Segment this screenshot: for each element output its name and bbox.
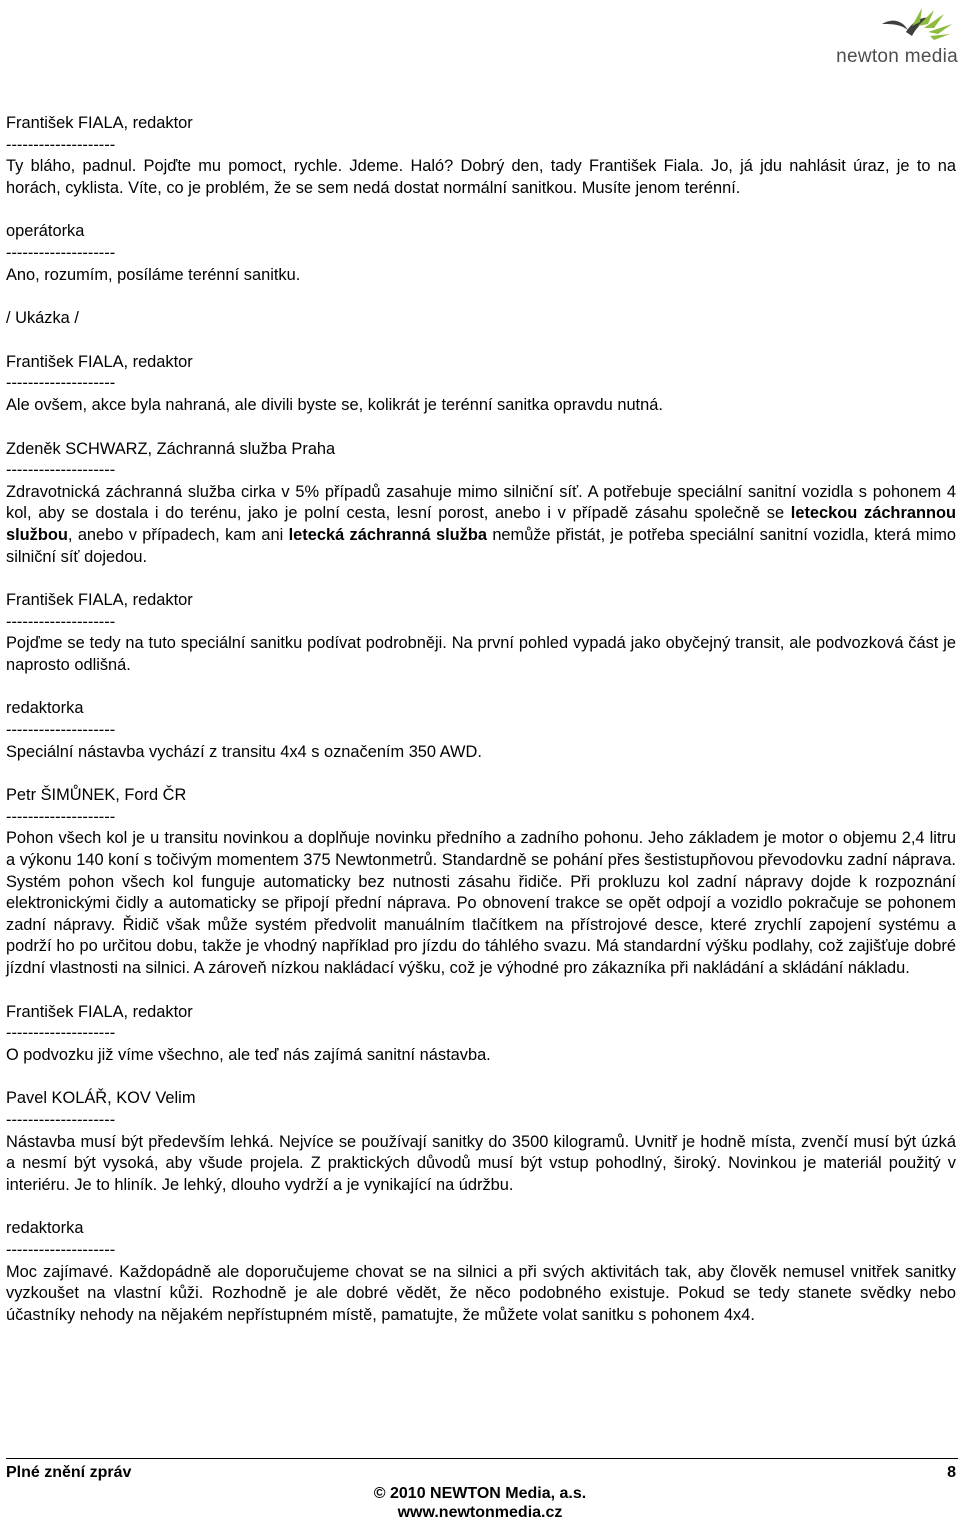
- transcript-block: [6, 1218, 956, 1326]
- highlighted-term: letecká záchranná služba: [288, 525, 487, 544]
- footer-title: Plné znění zpráv: [6, 1464, 132, 1481]
- separator-line: --------------------: [6, 721, 116, 740]
- separator-line: --------------------: [6, 612, 116, 631]
- text-segment: Nástavba musí být především lehká. Nejvíce se používají sanitky do 3500 kilogramů. Uvnitř je hodně místa, zvenčí musí být úzká a nesmí být vysoká, aby všude projela. Z praktických důvodů musí být vstup pohodlný, široký. Novinkou je materiál použitý v interiéru. Je to hliník. Je lehký, dlouho vydrží a je vynikající na údržbu.: [6, 1132, 956, 1194]
- speaker-name: redaktorka: [6, 699, 84, 718]
- statement-text: [6, 828, 956, 979]
- text-segment: Pojďme se tedy na tuto speciální sanitku podívat podrobněji. Na první pohled vypadá jako obyčejný transit, ale podvozková část je naprosto odlišná.: [6, 634, 956, 674]
- speaker-name: redaktorka: [6, 1219, 84, 1238]
- transcript-block: [6, 352, 956, 417]
- separator-line: --------------------: [6, 1110, 116, 1129]
- statement-text: [6, 1262, 956, 1327]
- footer-url[interactable]: www.newtonmedia.cz: [397, 1504, 563, 1521]
- transcript-block: [6, 308, 956, 330]
- statement-text: [6, 482, 956, 568]
- page-number: 8: [947, 1464, 956, 1481]
- transcript-block: [6, 439, 956, 569]
- text-segment: nemůže přistát, je potřeba speciální sanitní vozidla, která mimo silniční síť dojedou.: [6, 525, 956, 566]
- transcript: [6, 113, 956, 1348]
- speaker-name: František FIALA, redaktor: [6, 114, 193, 132]
- separator-line: --------------------: [6, 1024, 116, 1043]
- text-segment: Zdravotnická záchranná služba cirka v 5% případů zasahuje mimo silniční síť. A potřebuje speciální sanitní vozidla s pohonem 4 kol, aby se dostala i do terénu, jako je polní cesta, lesní porost, anebo i v případě zásahu společně se: [6, 482, 956, 523]
- speaker-name: operátorka: [6, 222, 85, 241]
- logo-text: newton media: [836, 46, 958, 67]
- speaker-name: František FIALA, redaktor: [6, 1002, 193, 1021]
- statement-text: [6, 1132, 956, 1197]
- transcript-block: [6, 113, 956, 199]
- text-segment: Pohon všech kol je u transitu novinkou a doplňuje novinku předního a zadního pohonu. Jeho základem je motor o objemu 2,4 litru a výkonu 140 koní s točivým momentem 375 Newtonmetrů. Standardně se pohání přes šestistupňovou převodovku zadní náprava. Systém pohon všech kol funguje automaticky bez nutnosti zásahu řidiče. Při prokluzu kol zadní nápravy dojde k rozpoznání elektronickými čidly a automaticky se připojí přední náprava. Po obnovení trakce se opět odpojí a vozidlo pokračuje se pohonem zadní nápravy. Řidič však může systém předvolit manuálním tlačítkem na přístrojové desce, které zrychlí zapojení systému a podrží ho po určitou dobu, takže je vhodný například pro jízdu do táhlého svazu. Má standardní výšku podlahy, což zajišťuje dobré jízdní vlastnosti na silnici. A zároveň nízkou nakládací výšku, což je výhodné pro zákazníka při nakládání a skládání nákladu.: [6, 829, 956, 977]
- transcript-block: [6, 1002, 956, 1067]
- text-segment: Ale ovšem, akce byla nahraná, ale divili byste se, kolikrát je terénní sanitka opravdu nutná.: [6, 395, 663, 414]
- separator-line: --------------------: [6, 1240, 116, 1259]
- footer-divider: [6, 1458, 958, 1459]
- bird-logo-icon: [872, 4, 958, 46]
- footer-copyright: © 2010 NEWTON Media, a.s.: [373, 1485, 587, 1502]
- text-segment: Ty bláho, padnul. Pojďte mu pomoct, rychle. Jdeme. Haló? Dobrý den, tady František Fiala. Jo, já jdu nahlásit úraz, je to na horách, cyklista. Víte, co je problém, že se sem nedá dostat normální sanitkou. Musíte jenom terénní.: [6, 157, 956, 197]
- statement-text: [6, 395, 956, 417]
- speaker-name: Pavel KOLÁŘ, KOV Velim: [6, 1089, 196, 1108]
- text-segment: Ano, rozumím, posíláme terénní sanitku.: [6, 265, 301, 284]
- text-segment: O podvozku již víme všechno, ale teď nás zajímá sanitní nástavba.: [6, 1045, 491, 1064]
- speaker-name: Petr ŠIMŮNEK, Ford ČR: [6, 786, 187, 805]
- transcript-block: [6, 1088, 956, 1196]
- text-segment: Speciální nástavba vychází z transitu 4x4 s označením 350 AWD.: [6, 742, 482, 761]
- separator-line: --------------------: [6, 374, 116, 393]
- speaker-name: František FIALA, redaktor: [6, 591, 193, 610]
- newton-media-logo: [826, 4, 958, 68]
- transcript-block: [6, 590, 956, 676]
- text-segment: Moc zajímavé. Každopádně ale doporučujeme chovat se na silnici a při svých aktivitách tak, aby člověk nemusel vnitřek sanitky vyzkoušet na vlastní kůži. Rozhodně je ale dobré vědět, že něco podobného existuje. Pokud se tedy stanete svědky nebo účastníky nehody na nějakém nepřístupném místě, pamatujte, že můžete volat sanitku s pohonem 4x4.: [6, 1262, 956, 1324]
- speaker-name: František FIALA, redaktor: [6, 352, 193, 371]
- speaker-name: / Ukázka /: [6, 309, 79, 328]
- highlighted-term: leteckou záchrannou službou: [6, 504, 956, 544]
- statement-text: [6, 633, 956, 676]
- transcript-block: [6, 221, 956, 286]
- separator-line: --------------------: [6, 135, 116, 154]
- text-segment: , anebo v případech, kam ani: [67, 525, 289, 544]
- transcript-block: [6, 785, 956, 979]
- statement-text: [6, 265, 956, 287]
- speaker-name: Zdeněk SCHWARZ, Záchranná služba Praha: [6, 439, 336, 458]
- statement-text: [6, 742, 956, 764]
- statement-text: [6, 1045, 956, 1067]
- separator-line: --------------------: [6, 807, 116, 826]
- transcript-block: [6, 698, 956, 763]
- separator-line: --------------------: [6, 243, 116, 262]
- statement-text: [6, 156, 956, 199]
- separator-line: --------------------: [6, 461, 116, 480]
